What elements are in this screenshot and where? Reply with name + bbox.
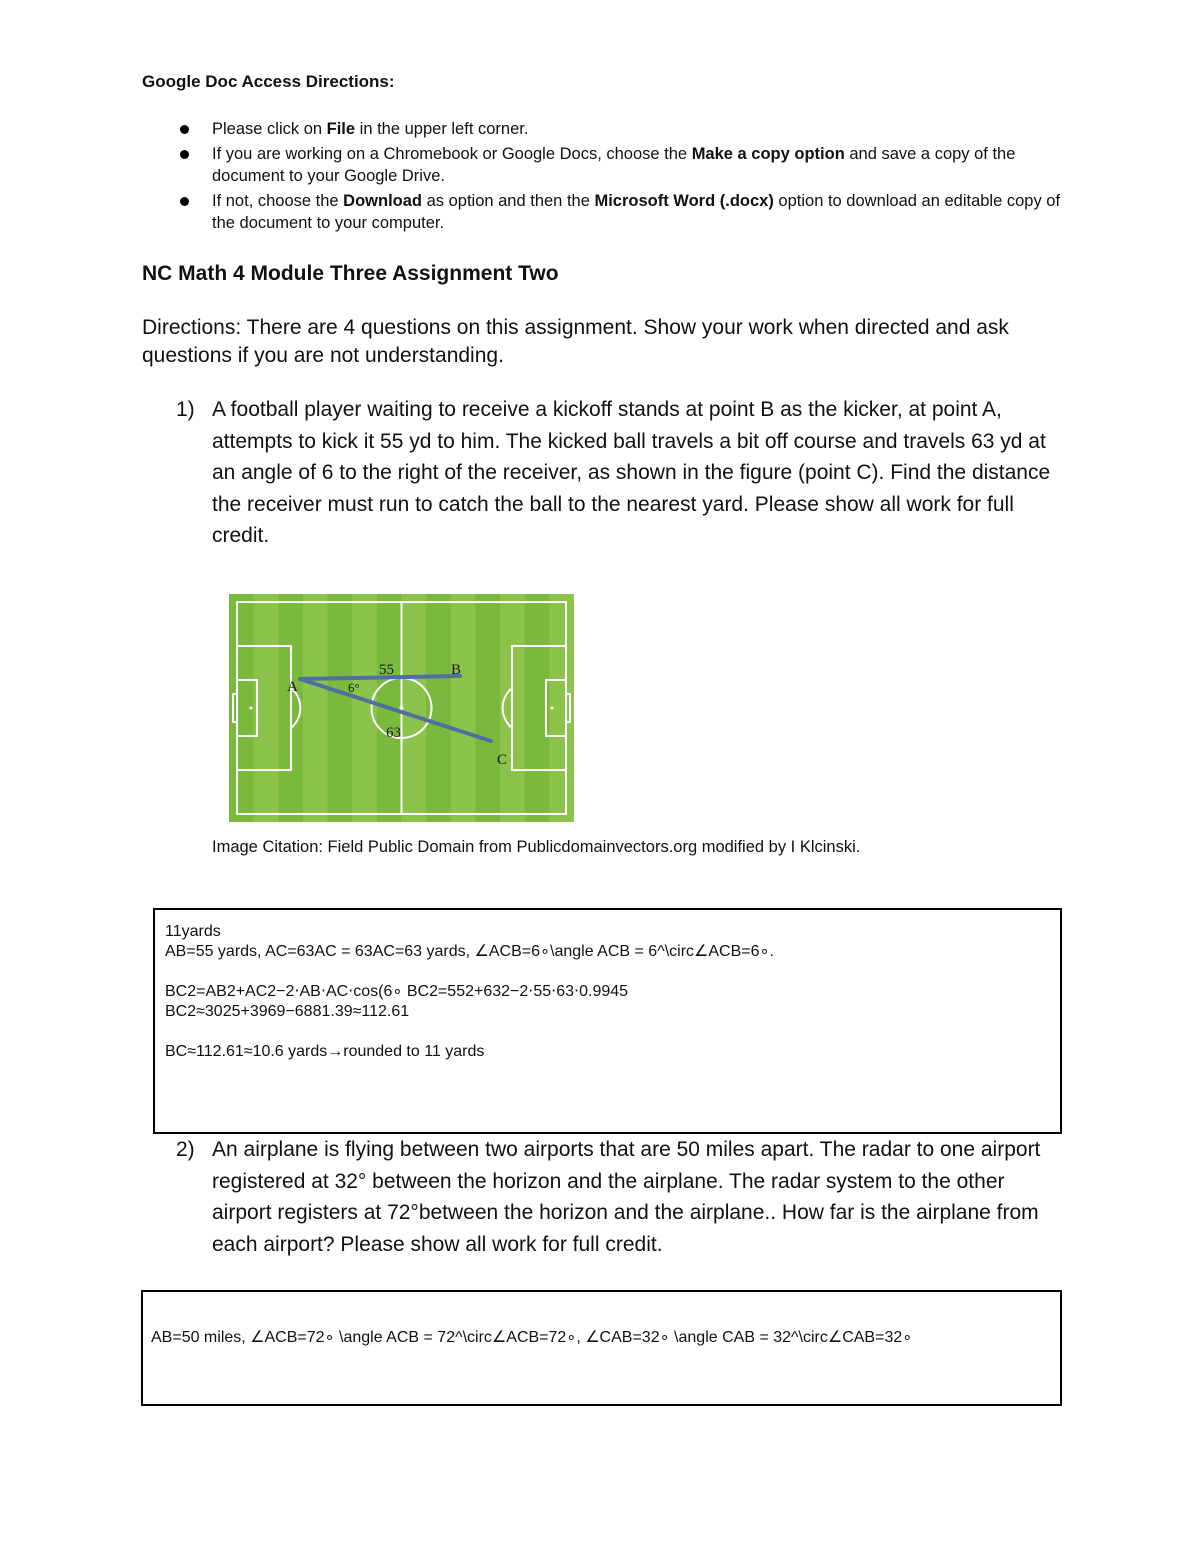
image-citation: Image Citation: Field Public Domain from Publicdomainvectors.org modified by I Klcinski. [212,838,861,856]
label-ab: 55 [379,662,394,678]
field-stripe [475,594,500,822]
assignment-directions: Directions: There are 4 questions on this assignment. Show your work when directed and ask questions if you are not understanding. [142,316,1009,367]
label-ac: 63 [386,725,401,741]
access-directions-heading: Google Doc Access Directions: [142,72,395,91]
list-item: Please click on File in the upper left corner. [142,118,1072,140]
answer-line: BC2=AB2+AC2−2⋅AB⋅AC⋅cos(6∘ BC2=552+632−2⋅55⋅63⋅0.9945 [165,983,629,1000]
answer-line: AB=50 miles, ∠ACB=72∘ \angle ACB = 72^\circ∠ACB=72∘, ∠CAB=32∘ \angle CAB = 32^\circ∠CAB=32∘ [151,1329,913,1346]
label-b: B [451,662,462,678]
football-field-figure [229,594,574,822]
access-directions-list [142,118,1072,237]
field-diagram [229,594,574,822]
question-text: An airplane is flying between two airports that are 50 miles apart. The radar to one airport registered at 32° between the horizon and the airplane. The radar system to the other airport registers at 72°between the horizon and the airplane.. How far is the airplane from each airport? Please show all work for full credit. [212,1138,1041,1256]
answer-box-2[interactable] [141,1290,1062,1406]
field-stripe [426,594,451,822]
label-c: C [497,752,508,768]
answer-line: 11yards [165,923,221,940]
answer-line: BC≈112.61≈10.6 yards→rounded to 11 yards [165,1043,485,1060]
bullet-icon [180,197,189,206]
bullet-icon [180,150,189,159]
question-number: 1) [176,398,195,421]
list-item: If you are working on a Chromebook or Google Docs, choose the Make a copy option and save a copy of the document to your Google Drive. [142,143,1072,187]
label-a: A [287,679,298,695]
page-title: NC Math 4 Module Three Assignment Two [142,262,559,285]
answer-line: AB=55 yards, AC=63AC = 63AC=63 yards, ∠ACB=6∘\angle ACB = 6^\circ∠ACB=6∘. [165,943,774,960]
question-text: A football player waiting to receive a kickoff stands at point B as the kicker, at point A, attempts to kick it 55 yd to him. The kicked ball travels a bit off course and travels 63 yd at an angle of 6 to the right of the receiver, as shown in the figure (point C). Find the distance the receiver must run to catch the ball to the nearest yard. Please show all work for full credit. [212,398,1051,547]
question-2 [176,1134,1056,1260]
question-1 [176,394,1056,552]
answer-box-1[interactable] [153,908,1062,1134]
field-stripe [328,594,353,822]
label-angle: 6° [348,680,360,695]
answer-line: BC2≈3025+3969−6881.39≈112.61 [165,1003,410,1020]
question-number: 2) [176,1138,195,1161]
list-item: If not, choose the Download as option and then the Microsoft Word (.docx) option to download an editable copy of the document to your computer. [142,190,1072,234]
bullet-icon [180,125,189,134]
